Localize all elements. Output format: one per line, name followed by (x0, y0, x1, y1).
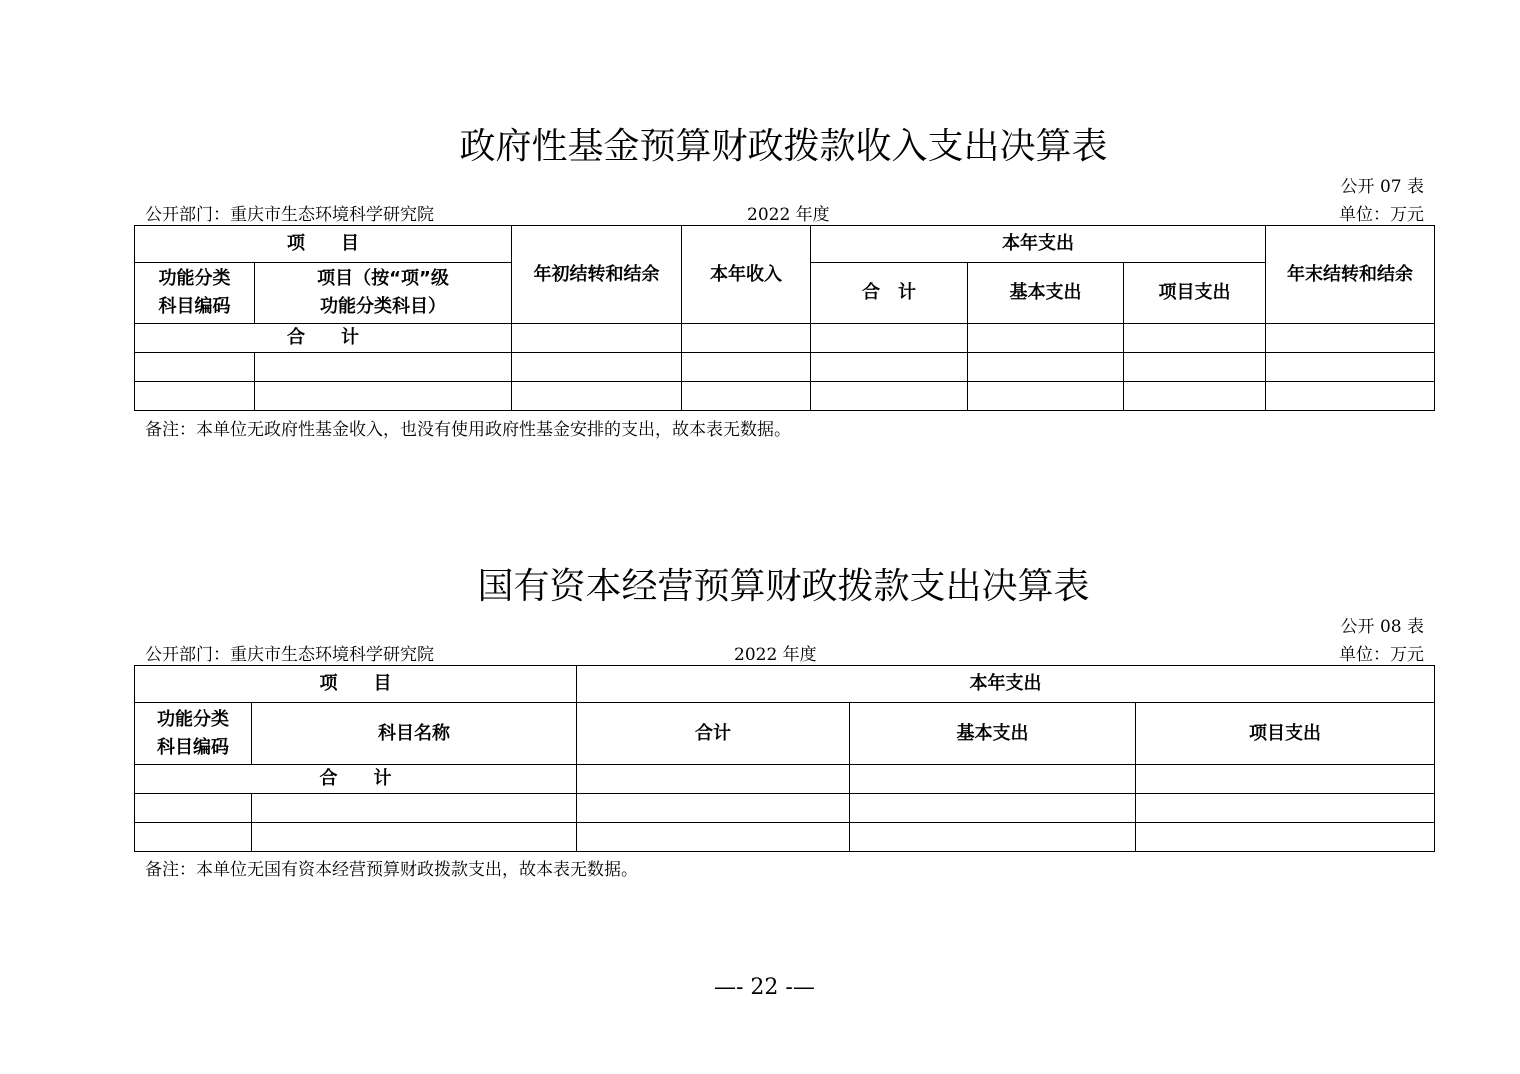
table-cell (968, 353, 1124, 382)
table-row (135, 353, 1435, 382)
table-cell (252, 794, 577, 823)
table1-grid (134, 225, 1435, 411)
table2-header-basic: 基本支出 (850, 703, 1136, 765)
table-cell (811, 353, 968, 382)
table-cell (255, 382, 512, 411)
table2-title: 国有资本经营预算财政拨款支出决算表 (477, 566, 1090, 607)
table1-title: 政府性基金预算财政拨款收入支出决算表 (459, 126, 1108, 167)
table2-header-project: 项目支出 (1136, 703, 1435, 765)
table2-header-item: 项 目 (135, 666, 577, 703)
table1-header-func-code: 功能分类 科目编码 (135, 263, 255, 324)
table-cell (252, 823, 577, 852)
table2-note: 备注：本单位无国有资本经营预算财政拨款支出，故本表无数据。 (145, 860, 638, 880)
table1-header-expense: 本年支出 (811, 226, 1266, 263)
table1-header-item: 项 目 (135, 226, 512, 263)
table-cell (1124, 353, 1266, 382)
table1-year: 2022 年度 (747, 205, 830, 225)
table1-note: 备注：本单位无政府性基金收入，也没有使用政府性基金安排的支出，故本表无数据。 (145, 420, 791, 440)
table1-total-label: 合 计 (135, 324, 512, 353)
table-cell (135, 823, 252, 852)
table-cell (1124, 382, 1266, 411)
table2-grid (134, 665, 1435, 852)
table2-header-expense: 本年支出 (577, 666, 1435, 703)
table-cell (682, 382, 811, 411)
table-cell (135, 382, 255, 411)
table1-header-total: 合 计 (811, 263, 968, 324)
table1-total-row (135, 324, 1435, 353)
table-row (135, 382, 1435, 411)
table2-header-func-code: 功能分类 科目编码 (135, 703, 252, 765)
table-cell (512, 353, 682, 382)
table2-total-row (135, 765, 1435, 794)
table-row (135, 794, 1435, 823)
table-cell (577, 823, 850, 852)
table-cell (512, 382, 682, 411)
table2-total-label: 合 计 (135, 765, 577, 794)
table1-header-carry-begin: 年初结转和结余 (512, 226, 682, 324)
table-cell (135, 794, 252, 823)
table-cell (1266, 382, 1435, 411)
table-cell (1136, 823, 1435, 852)
table1-header-carry-end: 年末结转和结余 (1266, 226, 1435, 324)
table-cell (1266, 324, 1435, 353)
table-cell (850, 794, 1136, 823)
table-cell (512, 324, 682, 353)
table-cell (1136, 794, 1435, 823)
table-cell (811, 324, 968, 353)
table2-year: 2022 年度 (734, 645, 817, 665)
table1-dept: 公开部门：重庆市生态环境科学研究院 (145, 205, 434, 225)
table2-unit: 单位：万元 (1339, 645, 1424, 665)
table-cell (1124, 324, 1266, 353)
table2-dept: 公开部门：重庆市生态环境科学研究院 (145, 645, 434, 665)
table1-header-basic: 基本支出 (968, 263, 1124, 324)
table-cell (255, 353, 512, 382)
table-cell (682, 353, 811, 382)
table1-header-item-name: 项目（按“项”级 功能分类科目） (255, 263, 512, 324)
table-cell (968, 382, 1124, 411)
table2-header-subject-name: 科目名称 (252, 703, 577, 765)
table-cell (968, 324, 1124, 353)
table-cell (682, 324, 811, 353)
table1-unit: 单位：万元 (1339, 205, 1424, 225)
table-cell (135, 353, 255, 382)
table-cell (577, 765, 850, 794)
table1-header-project: 项目支出 (1124, 263, 1266, 324)
table-row (135, 823, 1435, 852)
table1-header-income: 本年收入 (682, 226, 811, 324)
table2-header-total: 合计 (577, 703, 850, 765)
table-cell (577, 794, 850, 823)
table2-code: 公开 08 表 (1340, 617, 1424, 637)
table-cell (1266, 353, 1435, 382)
table-cell (850, 765, 1136, 794)
table-cell (850, 823, 1136, 852)
page-number: —- 22 -— (714, 975, 815, 1000)
table1-code: 公开 07 表 (1340, 177, 1424, 197)
table-cell (1136, 765, 1435, 794)
table-cell (811, 382, 968, 411)
